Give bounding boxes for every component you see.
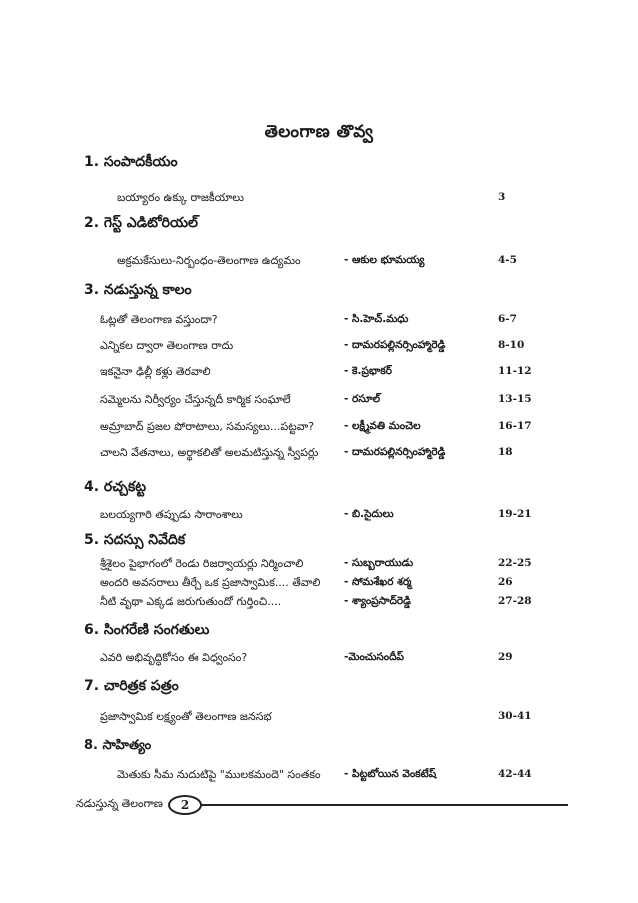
entry-title: బయ్యారం ఉక్కు రాజకీయాలు (117, 191, 244, 204)
toc-entry[interactable] (0, 393, 638, 411)
entry-title: శ్రీశైలం పైభాగంలో రెండు రిజర్వాయర్లు నిర్మించాలి (100, 557, 304, 570)
entry-author: - ఆకుల భూమయ్య (344, 254, 425, 266)
entry-title: చాలని వేతనాలు, అర్థాకలితో అలమటిస్తున్న స్వీపర్లు (100, 446, 319, 459)
entry-title: ప్రజాస్వామిక లక్ష్యంతో తెలంగాణ జనసభ (100, 710, 272, 723)
entry-pages: 11-12 (498, 365, 532, 377)
page-number: 2 (168, 795, 202, 815)
section-heading: 8. సాహిత్యం (84, 738, 152, 753)
entry-pages: 3 (498, 191, 506, 203)
toc-entry[interactable] (0, 313, 638, 331)
page-title: తెలంగాణ తొవ్వ (264, 122, 374, 142)
entry-pages: 18 (498, 446, 513, 458)
section-heading: 5. సదస్సు నివేదిక (84, 532, 186, 548)
toc-entry[interactable] (0, 254, 638, 272)
entry-title: ఓట్లతో తెలంగాణ వస్తుందా? (100, 313, 218, 326)
footer-rule (198, 804, 568, 806)
toc-entry[interactable] (0, 446, 638, 464)
entry-pages: 42-44 (498, 768, 532, 780)
section-heading: 3. నడుస్తున్న కాలం (84, 282, 192, 298)
section-heading: 1. సంపాదకీయం (84, 154, 178, 170)
entry-title: నీటి వృథా ఎక్కడ జరుగుతుందో గుర్తించి.... (100, 595, 282, 608)
entry-pages: 4-5 (498, 254, 517, 266)
toc-entry[interactable] (0, 420, 638, 438)
entry-pages: 13-15 (498, 393, 532, 405)
section-heading: 4. రచ్చకట్ట (84, 479, 147, 495)
toc-entry[interactable] (0, 768, 638, 786)
section-heading: 7. చారిత్రక పత్రం (84, 678, 179, 694)
entry-pages: 6-7 (498, 313, 517, 325)
entry-author: - సోమశేఖర శర్మ (344, 576, 412, 588)
entry-pages: 8-10 (498, 339, 525, 351)
entry-author: - కె.ప్రభాకర్ (344, 365, 392, 377)
toc-entry[interactable] (0, 651, 638, 669)
entry-title: ఎవరి అభివృద్ధికోసం ఈ విధ్వంసం? (100, 651, 248, 664)
entry-pages: 22-25 (498, 557, 532, 569)
section-heading: 6. సింగరేణి సంగతులు (84, 622, 210, 638)
section-heading: 2. గెస్ట్ ఎడిటోరియల్ (84, 215, 198, 231)
entry-pages: 30-41 (498, 710, 532, 722)
entry-title: సమ్మెలను నిర్వీర్యం చేస్తున్నదీ కార్మిక సంఘాలే (100, 393, 291, 406)
toc-entry[interactable] (0, 191, 638, 209)
entry-author: - సుబ్బరాయుడు (344, 557, 414, 569)
entry-title: అమ్రాబాద్ ప్రజల పోరాటాలు, సమస్యలు...పట్టవా? (100, 420, 315, 433)
toc-entry[interactable] (0, 365, 638, 383)
toc-entry[interactable] (0, 576, 638, 594)
entry-pages: 26 (498, 576, 513, 588)
toc-entry[interactable] (0, 557, 638, 575)
entry-title: మెతుకు సీమ నుదుటిపై "ములకమందె" సంతకం (117, 768, 321, 781)
toc-entry[interactable] (0, 508, 638, 526)
entry-author: - బి.సైదులు (344, 508, 394, 520)
entry-pages: 16-17 (498, 420, 532, 432)
entry-author: -మెంచుసందీప్ (344, 651, 404, 663)
entry-author: - దామరపల్లినర్సింహ్మారెడ్డి (344, 446, 446, 458)
entry-author: - దామరపల్లినర్సింహ్మారెడ్డి (344, 339, 446, 351)
entry-pages: 29 (498, 651, 513, 663)
entry-title: బలయ్యగారి తప్పుడు సారాంశాలు (100, 508, 243, 521)
entry-pages: 27-28 (498, 595, 532, 607)
toc-entry[interactable] (0, 339, 638, 357)
entry-author: - శ్యాంప్రసాద్‌రెడ్డి (344, 595, 411, 607)
toc-entry[interactable] (0, 710, 638, 728)
entry-author: - పిట్టబోయిన వెంకటేష్ (344, 768, 437, 780)
entry-author: - రసూల్ (344, 393, 381, 405)
entry-title: అందరి అవసరాలు తీర్చే ఒక ప్రజాస్వామిక.... తేవాలి (100, 576, 321, 589)
entry-author: - లక్ష్మీవతి మంచెల (344, 420, 421, 432)
entry-author: - సి.హెచ్.మధు (344, 313, 409, 325)
entry-title: ఇకనైనా ఢిల్లీ కళ్లు తెరవాలి (100, 365, 211, 378)
entry-title: ఎన్నికల ద్వారా తెలంగాణ రాదు (100, 339, 234, 352)
toc-entry[interactable] (0, 595, 638, 613)
entry-pages: 19-21 (498, 508, 532, 520)
footer-magazine-name: నడుస్తున్న తెలంగాణ (76, 797, 163, 810)
entry-title: అక్రమకేసులు-నిర్బంధం-తెలంగాణ ఉద్యమం (117, 254, 301, 267)
